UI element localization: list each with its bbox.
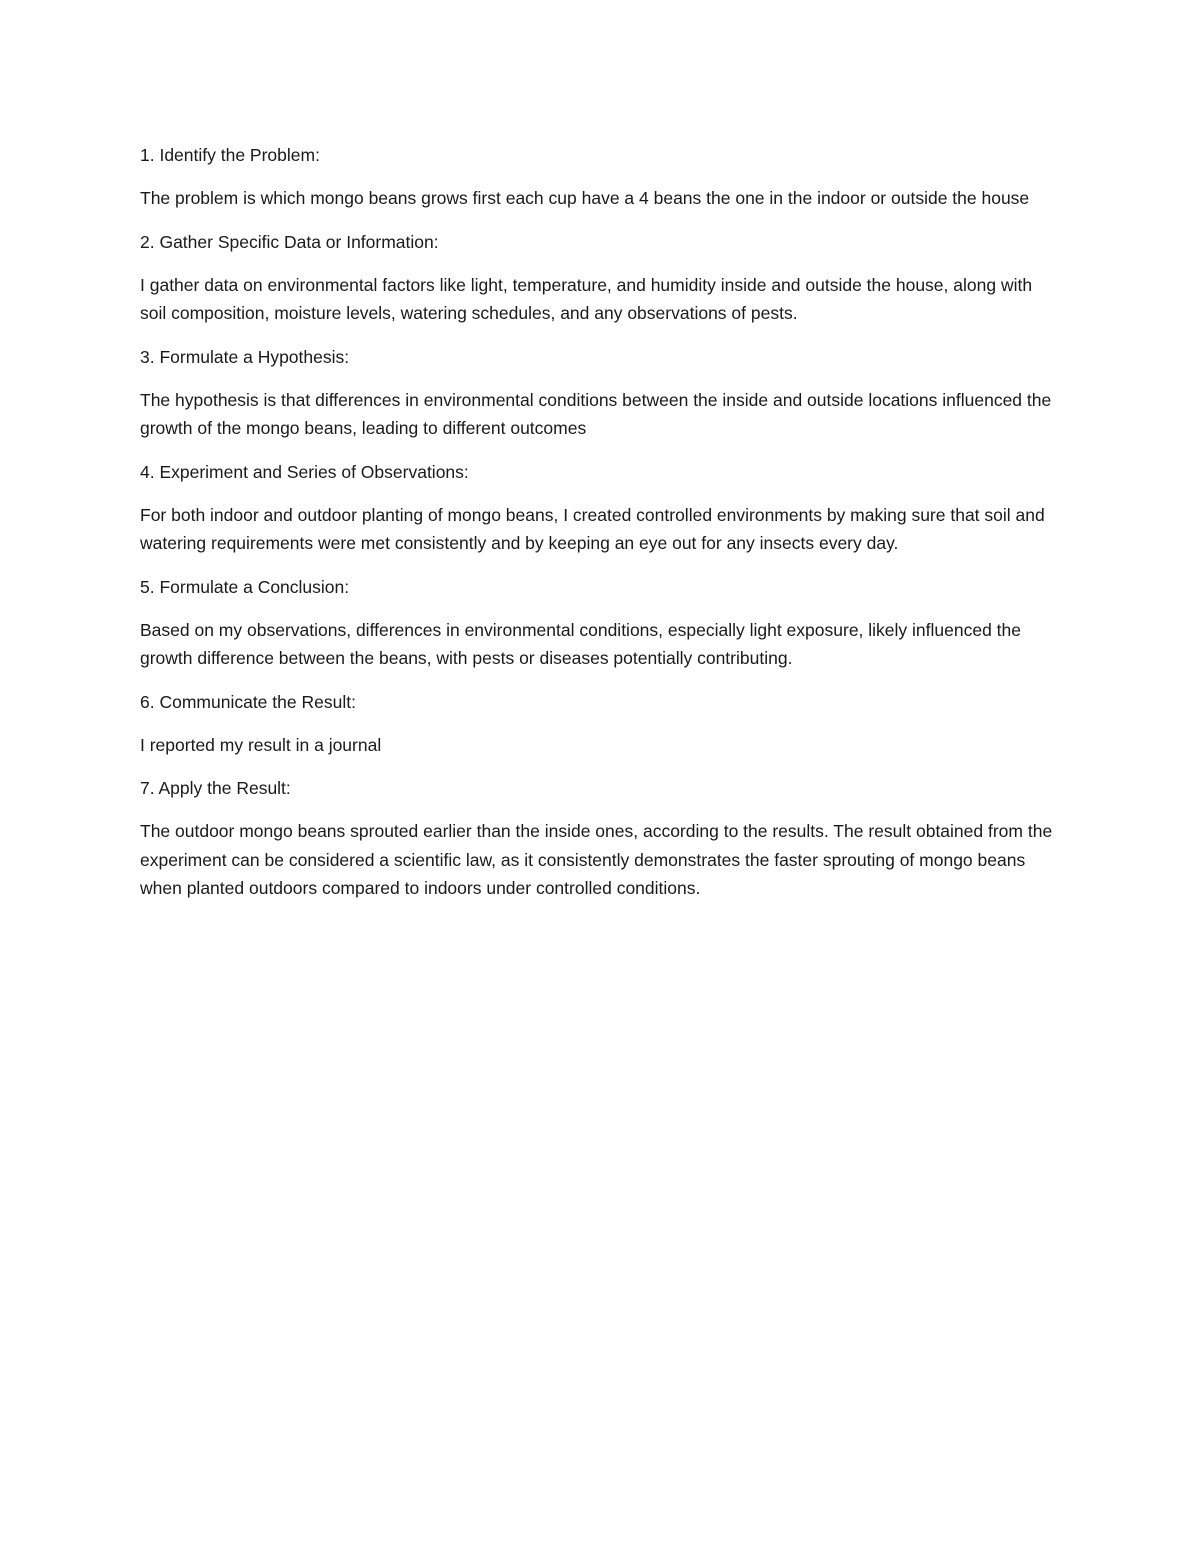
section-heading: 2. Gather Specific Data or Information: [140, 231, 439, 252]
section-heading: 5. Formulate a Conclusion: [140, 576, 350, 597]
section-body: The outdoor mongo beans sprouted earlier than the inside ones, according to the results. The result obtained from the experiment can be considered a scientific law, as it consistently demonstrates the faster sprouting of mongo beans when planted outdoors compared to indoors under controlled conditions. [140, 821, 1053, 898]
section-communicate [140, 688, 1060, 760]
section-body: For both indoor and outdoor planting of mongo beans, I created controlled environments by making sure that soil and watering requirements were met consistently and by keeping an eye out for any insects every day. [140, 504, 1045, 553]
section-heading: 1. Identify the Problem: [140, 145, 320, 165]
section-gather-data [140, 228, 1060, 328]
document-page [140, 141, 1060, 918]
section-heading: 4. Experiment and Series of Observations: [140, 461, 469, 482]
section-identify-problem [140, 141, 1060, 213]
section-conclusion [140, 573, 1060, 673]
section-heading: 6. Communicate the Result: [140, 691, 356, 712]
section-body: I reported my result in a journal [140, 734, 382, 755]
section-hypothesis [140, 343, 1060, 443]
section-heading: 3. Formulate a Hypothesis: [140, 346, 350, 367]
section-heading: 7. Apply the Result: [140, 778, 291, 798]
section-body: I gather data on environmental factors like light, temperature, and humidity inside and outside the house, along with soil composition, moisture levels, watering schedules, and any observations of pests. [140, 274, 1033, 323]
section-body: Based on my observations, differences in environmental conditions, especially light exposure, likely influenced the growth difference between the beans, with pests or diseases potentially contributing. [140, 619, 1022, 668]
section-body: The problem is which mongo beans grows first each cup have a 4 beans the one in the indoor or outside the house [140, 188, 1030, 208]
section-apply [140, 774, 1060, 903]
section-experiment [140, 458, 1060, 558]
section-body: The hypothesis is that differences in environmental conditions between the inside and outside locations influenced the growth of the mongo beans, leading to different outcomes [140, 389, 1052, 438]
